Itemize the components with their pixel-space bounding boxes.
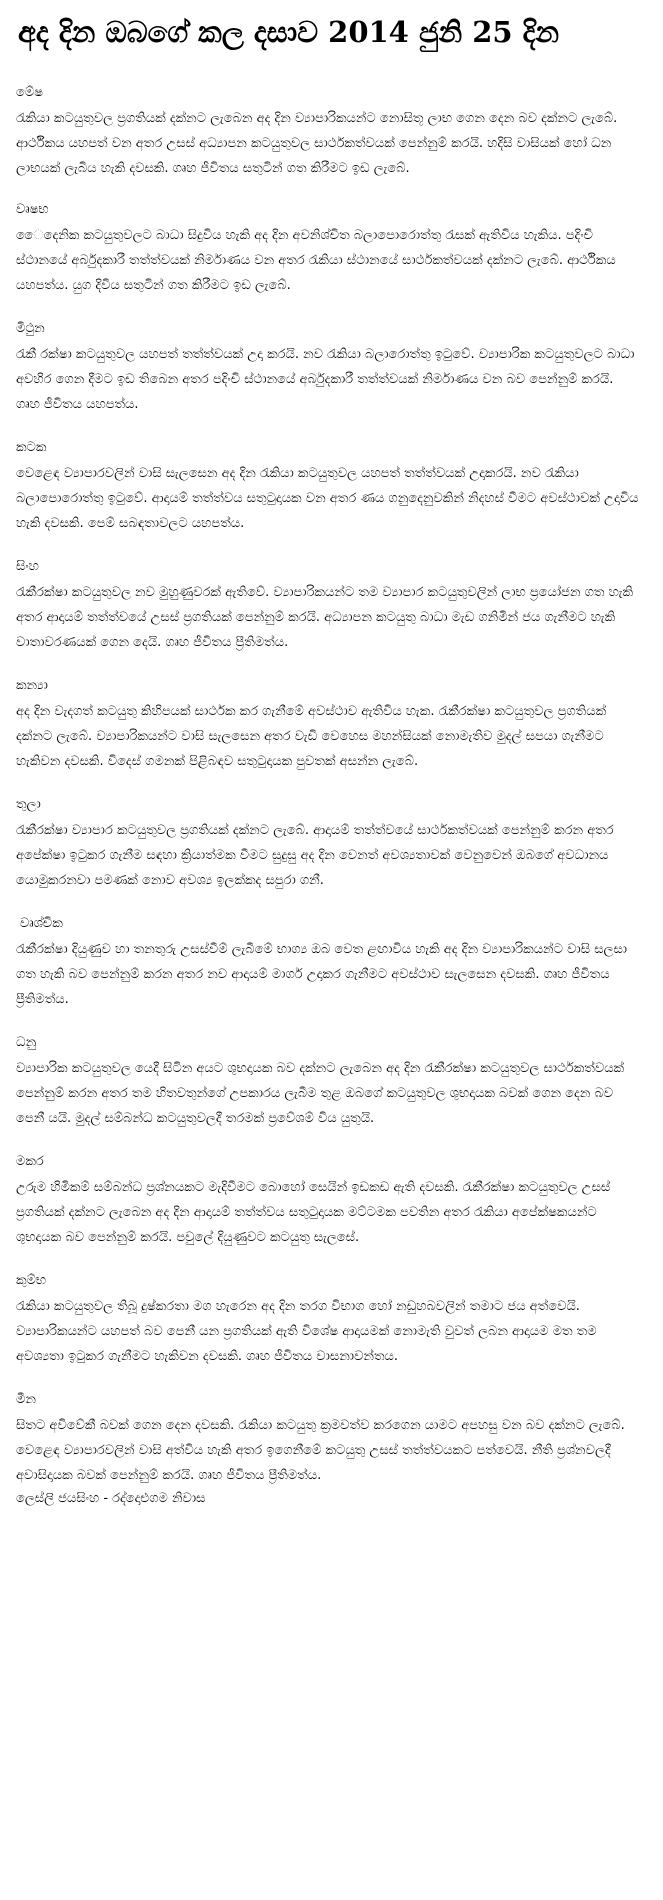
horoscope-section-kataka [14, 439, 649, 536]
section-body: රැකීරක්ෂා ව්‍යාපාර කටයුතුවල ප්‍රගතියක් දක්නට ලැබේ. ආදායම් තත්ත්වයේ සාර්ථකත්වයක් පෙන්නුම් කරන අතර අපේක්ෂා ඉටුකර ගැනීම සඳහා ක්‍රියාත්මක වීමට සුදුසු අද දින වෙනත් අවශ්‍යතාවක් වෙනුවෙන් ඔබගේ අවධානය යොමුකරනවා පමණක් නොව අවශ්‍ය ඉලක්කද සපුරා ගනී. [16, 823, 614, 888]
section-heading: මේෂ [16, 85, 44, 100]
section-heading: මිථුන [16, 321, 45, 336]
section-body: අද දින වැදගත් කටයුතු කිහිපයක් සාර්ථක කර ගැනීමේ අවස්ථාව ඇතිවිය හැක. රැකීරක්ෂා කටයුතුවල ප්‍රගතියක් දක්නට ලැබේ. ව්‍යාපාරිකයන්ට වාසි සැලසෙන අතර වැඩි වෙහෙස මහන්සියක් නොමැතිව මුදල් සපයා ගැනීමට හැකිවන දවසකි. විදෙස් ගමනක් පිළිබඳව සතුටුදායක පුවතක් අසන්න ලැබේ. [16, 704, 607, 769]
section-heading: කන්‍යා [16, 678, 48, 693]
section-body: සිතට අවිවේකී බවක් ගෙන දෙන දවසකි. රැකියා කටයුතු ක්‍රමවත්ව කරගෙන යාමට අපහසු වන බව දක්නට ලැබේ. වෙළෙඳ ව්‍යාපාරවලින් වාසි අත්විය හැකි අතර ඉගෙනීමේ කටයුතු උසස් තත්ත්වයකට පත්වෙයි. නීති ප්‍රශ්නවලදී අවාසිදායක බවක් පෙන්නුම් කරයි. ගෘහ ජීවිතය ප්‍රීතිමත්ය. [16, 1418, 625, 1483]
section-heading: තුලා [16, 797, 41, 812]
section-body: ෛදෙනික කටයුතුවලට බාධා සිදුවිය හැකි අද දින අවනිශ්චිත බලාපොරොත්තු රැසක් ඇතිවිය හැකිය. පදිංචි ස්ථානයේ අර්බුදකාරී තත්ත්වයක් නිර්මාණය වන අතර රැකියා ස්ථානයේ සාර්ථකත්වයක් දක්නට ලැබේ. ආර්ථිකය යහපත්ය. යුග දිවිය සතුටින් ගත කිරීමට ඉඩ ලැබේ. [16, 228, 616, 293]
section-body: රැකීරක්ෂා දියුණුව හා තනතුරු උසස්වීම් ලැබීමේ භාග්‍ය ඔබ වෙත ළඟාවිය හැකි අද දින ව්‍යාපාරිකයන්ට වාසි සලසා ගත හැකි බව පෙන්නුම් කරන අතර නව ආදායම් මාර්ග උදාකර ගැනීමට අවස්ථාව සැලසෙන දවසකි. ගෘහ ජීවිතය ප්‍රීතිමත්ය. [16, 942, 628, 1007]
section-body: ව්‍යාපාරික කටයුතුවල යෙදී සිටින අයට ශුභදායක බව දක්නට ලැබෙන අද දින රැකීරක්ෂා කටයුතුවල සාර්ථකත්වයක් පෙන්නුම් කරන අතර තම හිතවතුන්ගේ උපකාරය ලැබීම තුළ ඔබගේ කටයුතුවල ශුභදායක බවක් ගෙන දෙන බව පෙනී යයි. මුදල් සම්බන්ධ කටයුතුවලදී තරමක් ප්‍රවේශම් විය යුතුයි. [16, 1061, 625, 1126]
section-heading: සිංහ [16, 559, 39, 574]
horoscope-section-mithuna [14, 320, 649, 417]
section-heading: වෘශ්චික [20, 916, 63, 931]
horoscope-section-mesha [14, 84, 649, 181]
section-heading: මීන [16, 1392, 36, 1407]
section-body: වෙළෙඳ ව්‍යාපාරවලින් වාසි සැලසෙන අද දින රැකියා කටයුතුවල යහපත් තත්ත්වයක් උදාකරයි. නව රැකියා බලාපොරොත්තු ඉටුවේ. ආදායම් තත්ත්වය සතුටුදායක වන අතර ණය ගනුදෙනුවකින් නිදහස් වීමට අවස්ථාවක් උදාවිය හැකි දවසකි. පෙම් සබඳතාවලට යහපත්ය. [16, 466, 639, 531]
horoscope-section-vrushabha [14, 201, 649, 298]
section-body: රැකියා කටයුතුවල තිබූ දුෂ්කරතා මග හැරෙන අද දින තරග විභාග හෝ නඩුහබවලින් තමාට ජය අත්වෙයි. ව්‍යාපාරිකයන්ට යහපත් බව පෙනී යන ප්‍රගතියක් ඇති විශේෂ ආදායමක් නොමැති වුවත් ලබන ආදායම මත තම අවශ්‍යතා ඉටුකර ගැනීමට හැකිවන දවසකි. ගෘහ ජීවිතය වාසනාවන්තය. [16, 1299, 597, 1364]
author-signature: ලෙස්ලි ජයසිංහ - රද්දොළුගම නිවාස [16, 1491, 206, 1506]
section-heading: වෘෂභ [16, 202, 49, 217]
horoscope-section-tula [14, 796, 649, 893]
horoscope-section-kumbha [14, 1272, 649, 1369]
section-heading: මකර [16, 1154, 44, 1169]
horoscope-section-simha [14, 558, 649, 655]
section-heading: ධනු [16, 1035, 37, 1050]
horoscope-section-dhanu [14, 1034, 649, 1131]
section-body: රැකී රක්ෂා කටයුතුවල යහපත් තත්ත්වයක් උදා කරයි. නව රැකියා බලාරොත්තු ඉටුවේ. ව්‍යාපාරික කටයුතුවලට බාධා අවහිර ගෙන දීමට ඉඩ තිබෙන අතර පදිංචි ස්ථානයේ අර්බුදකාරී තත්ත්වයක් නිර්මාණය වන බව පෙන්නුම් කරයි. ගෘහ ජීවිතය යහපත්ය. [16, 347, 635, 412]
section-body: රැකීරක්ෂා කටයුතුවල නව මුහුණුවරක් ඇතිවේ. ව්‍යාපාරිකයන්ට තම ව්‍යාපාර කටයුතුවලින් ලාභ ප්‍රයෝජන ගත හැකි අතර ආදායම් තත්ත්වයේ උසස් ප්‍රගතියක් පෙන්නුම් කරයි. අධ්‍යාපන කටයුතු බාධා මැඩ ගනිමින් ජය ගැනීමට හැකි වාතාවරණයක් ගෙන දෙයි. ගෘහ ජීවිතය ප්‍රීතිමත්ය. [16, 585, 634, 650]
horoscope-section-vrushchika [14, 915, 649, 1012]
page-title: අද දින ඔබගේ කල දසාව 2014 ජුනි 25 දින [18, 15, 560, 49]
section-body: උරුම හිමිකම් සම්බන්ධ ප්‍රශ්නයකට මැදිවීමට බොහෝ සෙයින් ඉඩකඩ ඇති දවසකි. රැකීරක්ෂා කටයුතුවල උසස් ප්‍රගතියක් දක්නට ලැබෙන අද දින ආදායම් තත්ත්වය සතුටුදායක මට්ටමක පවතින අතර රැකියා අපේක්ෂකයන්ට ශුභදායක බව පෙන්නුම් කරයි. පවුලේ දියුණුවට කටයුතු සැලසේ. [16, 1180, 611, 1245]
horoscope-section-makara [14, 1153, 649, 1250]
horoscope-section-meena [14, 1391, 649, 1488]
section-heading: කුම්භ [16, 1273, 47, 1288]
section-body: රැකියා කටයුතුවල ප්‍රගතියක් දක්නට ලැබෙන අද දින ව්‍යාපාරිකයන්ට නොසිතූ ලාභ ගෙන දෙන බව දක්නට ලැබේ. ආර්ථිකය යහපත් වන අතර උසස් අධ්‍යාපන කටයුතුවල සාර්ථකත්වයක් පෙන්නුම් කරයි. හදිසි වාසියක් හෝ ධන ලාභයක් ලැබිය හැකි දවසකි. ගෘහ ජීවිතය සතුටින් ගත කිරීමට ඉඩ ලැබේ. [16, 111, 618, 176]
section-heading: කටක [16, 440, 47, 455]
horoscope-section-kanya [14, 677, 649, 774]
